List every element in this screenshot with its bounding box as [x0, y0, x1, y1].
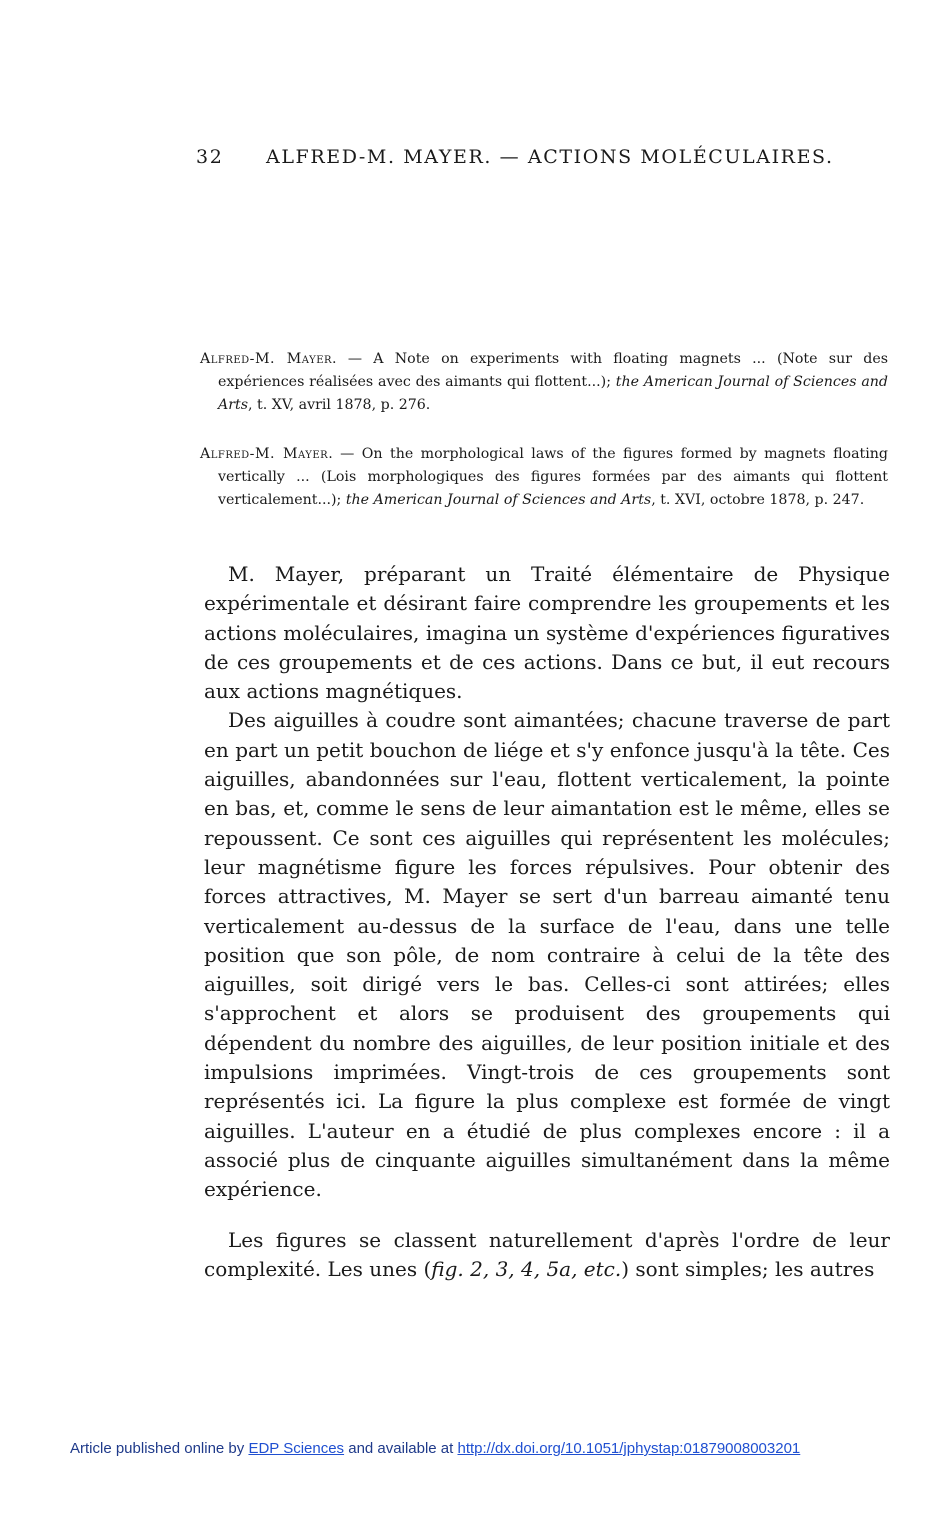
reference-author: Alfred-M. Mayer	[200, 446, 329, 462]
reference-author: Alfred-M. Mayer	[200, 351, 333, 367]
reference-details: , t. XVI, octobre 1878, p. 247.	[651, 492, 865, 508]
paragraph-1: M. Mayer, préparant un Traité élémentaire de Physique expérimentale et désirant faire comprendre les groupements et les actions moléculaires, imagina un système d'expériences figuratives de ces groupements et de ces actions. Dans ce but, il eut recours aux actions magnétiques.	[204, 562, 890, 704]
reference-1	[200, 348, 888, 417]
paragraph-3-before: Les figures se classent naturellement d'après l'ordre de leur complexité. Les unes (	[204, 1228, 890, 1282]
reference-text: . — A Note on experiments with floating magnets ... (Note sur des expériences réalisées avec des aimants qui flottent...);	[218, 351, 889, 390]
paragraph-3-text	[204, 1226, 890, 1285]
reference-details: , t. XV, avril 1878, p. 276.	[248, 397, 431, 413]
page-number: 32	[196, 146, 224, 168]
reference-journal: the American Journal of Sciences and Arts	[218, 374, 888, 413]
body-text	[204, 560, 890, 1205]
footer-middle: and available at	[344, 1440, 458, 1457]
paragraph-3	[204, 1226, 890, 1285]
reference-text: . — On the morphological laws of the figures formed by magnets floating vertically ... (Lois morphologiques des figures formées par des aimants qui flottent verticalement...);	[218, 446, 888, 508]
figure-reference: fig. 2, 3, 4, 5a, etc.	[431, 1257, 622, 1282]
running-head	[196, 146, 834, 172]
paragraph-3-after: ) sont simples; les autres	[621, 1257, 875, 1282]
running-title: ALFRED-M. MAYER. — ACTIONS MOLÉCULAIRES.	[266, 146, 834, 168]
publisher-link[interactable]: EDP Sciences	[248, 1440, 345, 1457]
publication-footer	[70, 1440, 800, 1457]
reference-journal: the American Journal of Sciences and Arts	[345, 492, 652, 508]
doi-link[interactable]: http://dx.doi.org/10.1051/jphystap:01879008003201	[457, 1440, 801, 1457]
paragraph-2: Des aiguilles à coudre sont aimantées; chacune traverse de part en part un petit bouchon de liége et s'y enfonce jusqu'à la tête. Ces aiguilles, abandonnées sur l'eau, flottent verticalement, la pointe en bas, et, comme le sens de leur aimantation est le même, elles se repoussent. Ce sont ces aiguilles qui représentent les molécules; leur magnétisme figure les forces répulsives. Pour obtenir des forces attractives, M. Mayer se sert d'un barreau aimanté tenu verticalement au-dessus de la surface de l'eau, dans une telle position que son pôle, de nom contraire à celui de la tête des aiguilles, soit dirigé vers le bas. Celles-ci sont attirées; elles s'approchent et alors se produisent des groupements qui dépendent du nombre des aiguilles, de leur position initiale et des impulsions imprimées. Vingt-trois de ces groupements sont représentés ici. La figure la plus complexe est formée de vingt aiguilles. L'auteur en a étudié de plus complexes encore : il a associé plus de cinquante aiguilles simultanément dans la même expérience.	[204, 708, 890, 1202]
footer-prefix: Article published online by	[70, 1440, 249, 1457]
reference-2	[200, 443, 888, 512]
